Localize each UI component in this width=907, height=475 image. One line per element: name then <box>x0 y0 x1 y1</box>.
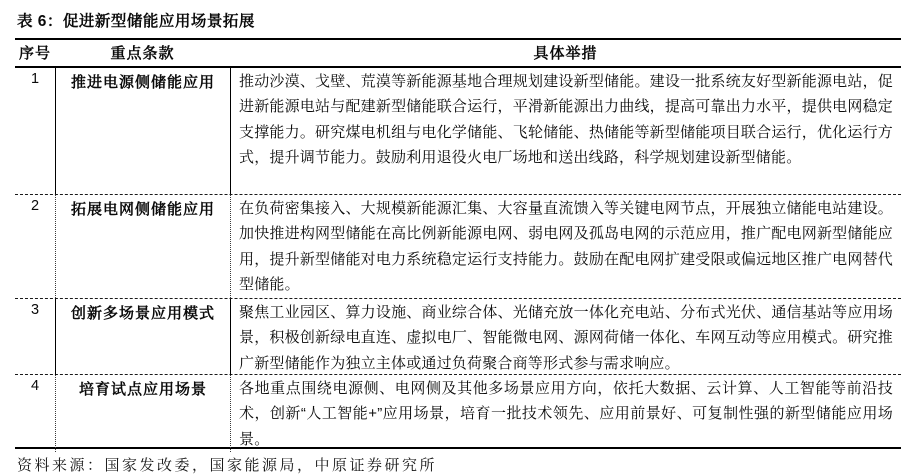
row-number-cell: 4 <box>30 378 40 394</box>
table-row <box>15 195 901 299</box>
clause-cell: 培育试点应用场景 <box>55 375 230 452</box>
measures-cell: 在负荷密集接入、大规模新能源汇集、大容量直流馈入等关键电网节点，开展独立储能电站建设。加快推进构网型储能在高比例新能源电网、弱电网及孤岛电网的示范应用，推广配电网新型储能应用，提升新型储能对电力系统稳定运行支持能力。鼓励在配电网扩建受限或偏远地区推广电网替代型储能。 <box>230 195 901 298</box>
header-cell-clause: 重点条款 <box>110 45 175 62</box>
table-row <box>15 375 901 447</box>
source-note: 资料来源：国家发改委，国家能源局，中原证券研究所 <box>17 457 438 474</box>
measures-cell: 推动沙漠、戈壁、荒漠等新能源基地合理规划建设新型储能。建设一批系统友好型新能源电站，促进新能源电站与配建新型储能联合运行，平滑新能源出力曲线，提高可靠出力水平，提供电网稳定支撑能力。研究煤电机组与电化学储能、飞轮储能、热储能等新型储能项目联合运行，优化运行方式，提升调节能力。鼓励利用退役火电厂场地和送出线路，科学规划建设新型储能。 <box>230 68 901 194</box>
header-cell-number: 序号 <box>18 45 51 62</box>
table-container <box>15 9 901 475</box>
clause-cell: 推进电源侧储能应用 <box>55 68 230 194</box>
clause-cell: 拓展电网侧储能应用 <box>55 195 230 298</box>
clause-cell: 创新多场景应用模式 <box>55 299 230 376</box>
table-row <box>15 299 901 375</box>
header-cell-measures: 具体举措 <box>533 45 598 62</box>
table-header-row <box>15 40 901 68</box>
row-number-cell: 1 <box>30 71 40 87</box>
row-number-cell: 3 <box>30 302 40 318</box>
row-number-cell: 2 <box>30 198 40 214</box>
table-row <box>15 68 901 195</box>
measures-cell: 聚焦工业园区、算力设施、商业综合体、光储充放一体化充电站、分布式光伏、通信基站等应用场景，积极创新绿电直连、虚拟电厂、智能微电网、源网荷储一体化、车网互动等应用模式。研究推广新型储能作为独立主体或通过负荷聚合商等形式参与需求响应。 <box>230 299 901 376</box>
table-title: 表 6：促进新型储能应用场景拓展 <box>15 9 901 40</box>
measures-cell: 各地重点围绕电源侧、电网侧及其他多场景应用方向，依托大数据、云计算、人工智能等前沿技术，创新“人工智能+”应用场景，培育一批技术领先、应用前景好、可复制性强的新型储能应用场景。 <box>230 375 901 452</box>
